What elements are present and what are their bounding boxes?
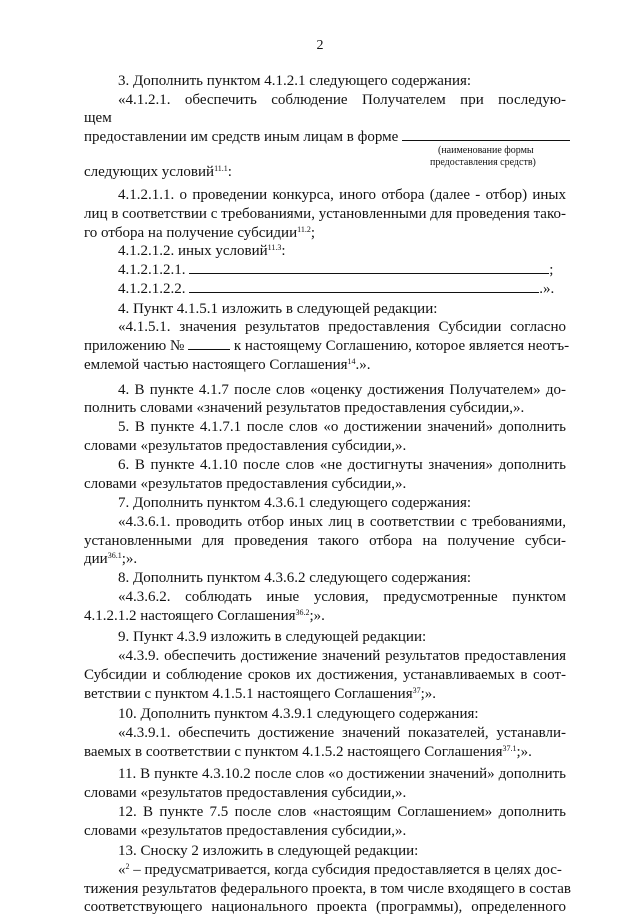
text-line: Субсидии и соблюдение сроков их достижения, устанавливаемых в соот- — [84, 667, 566, 683]
text-line: «4.3.6.1. проводить отбор иных лиц в соответствии с требованиями, — [118, 514, 566, 530]
blank-field — [189, 261, 549, 274]
footnote-ref: 2 — [125, 862, 130, 871]
text-line: щем — [84, 110, 112, 126]
footnote-ref: 14 — [347, 357, 356, 366]
text-line: словами «результатов предоставления субсидии,». — [84, 438, 407, 454]
text-line: дии$^{36.1}$;». — [84, 551, 138, 567]
text-line: 6. В пункте 4.1.10 после слов «не достигнуты значения» дополнить — [118, 457, 566, 473]
footnote-ref: 11.2 — [297, 225, 311, 234]
text-line: 7. Дополнить пунктом 4.3.6.1 следующего содержания: — [118, 495, 472, 511]
text-line: ваемых в соответствии с пунктом 4.1.5.2 настоящего Соглашения$^{37.1}$;». — [84, 744, 532, 760]
text-line: 8. Дополнить пунктом 4.3.6.2 следующего содержания: — [118, 570, 472, 586]
text-line: словами «результатов предоставления субсидии,». — [84, 823, 407, 839]
footnote-ref: 36.1 — [107, 551, 122, 560]
text-line: 9. Пункт 4.3.9 изложить в следующей редакции: — [118, 629, 427, 645]
text-line: 3. Дополнить пунктом 4.1.2.1 следующего содержания: — [118, 73, 472, 89]
form-note-line: предоставления средств) — [430, 157, 536, 168]
text-line: «4.1.2.1. обеспечить соблюдение Получателем при последую- — [118, 92, 566, 108]
footnote-ref: 37 — [412, 686, 421, 695]
text-line: 13. Сноску 2 изложить в следующей редакции: — [118, 843, 419, 859]
text-line: 12. В пункте 7.5 после слов «настоящим Соглашением» дополнить — [118, 804, 566, 820]
text-line: го отбора на получение субсидии$^{11.2}$; — [84, 225, 315, 241]
text-line: установленными для проведения такого отбора на получение субси- — [84, 533, 566, 549]
text-line: 10. Дополнить пунктом 4.3.9.1 следующего содержания: — [118, 706, 479, 722]
form-blank-field — [402, 128, 570, 141]
text-line: тижения результатов федерального проекта, в том числе входящего в состав — [84, 881, 571, 897]
text-line: 4.1.2.1.1. о проведении конкурса, иного отбора (далее - отбор) иных — [118, 187, 566, 203]
text-line: «4.3.6.2. соблюдать иные условия, предусмотренные пунктом — [118, 589, 566, 605]
text-line: словами «результатов предоставления субсидии,». — [84, 476, 407, 492]
text-line: 4.1.2.1.2. иных условий$^{11.3}$: — [118, 243, 286, 259]
text-line: ветствии с пунктом 4.1.5.1 настоящего Соглашения$^{37}$;». — [84, 686, 437, 702]
text-line: «4.3.9.1. обеспечить достижение значений показателей, устанавли- — [118, 725, 566, 741]
text-line: приложению № к настоящему Соглашению, которое является неотъ- — [84, 338, 570, 354]
footnote-ref: 36.2 — [295, 608, 310, 617]
text-line: следующих условий$^{11.1}$: — [84, 164, 232, 180]
text-line: предоставлении им средств иным лицам в форме — [84, 128, 566, 146]
form-note-line: (наименование формы — [438, 145, 534, 156]
text-line: 4.1.2.1.2.1. ; — [118, 262, 554, 278]
footnote-ref: 37.1 — [502, 744, 517, 753]
text-line: лиц в соответствии с требованиями, установленными для проведения тако- — [84, 206, 566, 222]
text-line: 4.1.2.1.2.2. .». — [118, 281, 555, 297]
text-line: емлемой частью настоящего Соглашения$^{14}$.». — [84, 357, 371, 373]
text-line: 5. В пункте 4.1.7.1 после слов «о достижении значений» дополнить — [118, 419, 566, 435]
text-line: 4.1.2.1.2 настоящего Соглашения$^{36.2}$;». — [84, 608, 325, 624]
footnote-ref: 11.3 — [267, 243, 282, 252]
text-line: 4. В пункте 4.1.7 после слов «оценку достижения Получателем» до- — [118, 382, 566, 398]
text-line: «4.1.5.1. значения результатов предоставления Субсидии согласно — [118, 319, 566, 335]
page-number: 2 — [316, 38, 324, 53]
text-line: «4.3.9. обеспечить достижение значений результатов предоставления — [118, 648, 566, 664]
text-line: «$^2$ – предусматривается, когда субсидия предоставляется в целях дос- — [118, 862, 562, 878]
text-line: соответствующего национального проекта (программы), определенного — [84, 899, 566, 915]
text-line: 4. Пункт 4.1.5.1 изложить в следующей редакции: — [118, 301, 438, 317]
text-line: словами «результатов предоставления субсидии,». — [84, 785, 407, 801]
blank-field — [189, 280, 539, 293]
text-line: полнить словами «значений результатов предоставления субсидии,». — [84, 400, 525, 416]
text-line: 11. В пункте 4.3.10.2 после слов «о достижении значений» дополнить — [118, 766, 566, 782]
footnote-ref: 11.1 — [214, 164, 228, 173]
blank-field — [188, 337, 230, 350]
